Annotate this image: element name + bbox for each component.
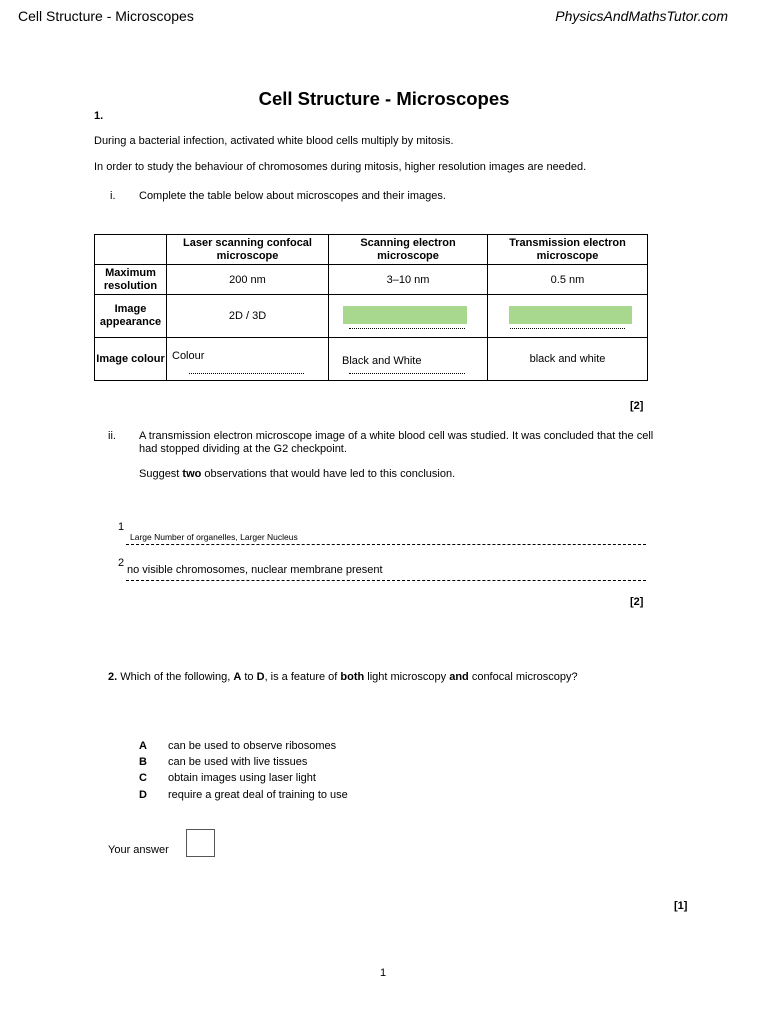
- microscope-table: [94, 234, 648, 381]
- answer-1-number: 1: [118, 521, 125, 533]
- suggest-text: Suggest two observations that would have led to this conclusion.: [139, 468, 456, 480]
- answer-1-line[interactable]: [126, 544, 646, 545]
- option-b-letter: B: [139, 756, 147, 768]
- answer-dotted-line: [349, 328, 465, 329]
- cell-confocal-appearance: 2D / 3D: [167, 295, 329, 338]
- question-2-text: 2. Which of the following, A to D, is a feature of both light microscopy and confocal microscopy?: [108, 671, 578, 683]
- answer-1-text: Large Number of organelles, Larger Nucleus: [130, 532, 298, 542]
- cell-tem-appearance[interactable]: [488, 295, 648, 338]
- table-row: [95, 295, 648, 338]
- part-ii-label: ii.: [108, 430, 116, 442]
- header-left: Cell Structure - Microscopes: [18, 8, 194, 24]
- highlight-box: [509, 306, 632, 324]
- q1-intro-2: In order to study the behaviour of chromosomes during mitosis, higher resolution images are needed.: [94, 161, 587, 173]
- part-ii-marks: [2]: [630, 596, 644, 608]
- option-c-text: obtain images using laser light: [168, 772, 316, 784]
- cell-confocal-colour: Colour: [167, 338, 329, 381]
- part-i-marks: [2]: [630, 400, 644, 412]
- part-i-label: i.: [110, 190, 116, 202]
- highlight-box: [343, 306, 467, 324]
- option-c-letter: C: [139, 772, 147, 784]
- part-ii-text: A transmission electron microscope image of a white blood cell was studied. It was concluded that the cell had stopped dividing at the G2 checkpoint.: [139, 430, 654, 455]
- option-d-text: require a great deal of training to use: [168, 789, 348, 801]
- page-number: 1: [380, 967, 387, 979]
- cell-confocal-resolution: 200 nm: [167, 265, 329, 295]
- option-d-letter: D: [139, 789, 147, 801]
- col-header-tem: Transmission electron microscope: [488, 235, 648, 265]
- row-header-resolution: Maximum resolution: [95, 265, 167, 295]
- question-1-number: 1.: [94, 110, 104, 122]
- answer-2-text: no visible chromosomes, nuclear membrane present: [127, 564, 383, 576]
- q1-intro-1: During a bacterial infection, activated white blood cells multiply by mitosis.: [94, 135, 454, 147]
- table-row: [95, 338, 648, 381]
- answer-dotted-line: [349, 373, 465, 374]
- answer-2-number: 2: [118, 557, 125, 569]
- option-a-text: can be used to observe ribosomes: [168, 740, 337, 752]
- your-answer-label: Your answer: [108, 844, 169, 856]
- col-header-confocal: Laser scanning confocal microscope: [167, 235, 329, 265]
- header-right: PhysicsAndMathsTutor.com: [555, 8, 728, 24]
- row-header-appearance: Image appearance: [95, 295, 167, 338]
- answer-2-line[interactable]: [126, 580, 646, 581]
- cell-sem-colour: Black and White: [329, 338, 488, 381]
- page-title: Cell Structure - Microscopes: [258, 88, 510, 109]
- question-2-marks: [1]: [674, 900, 688, 912]
- cell-tem-resolution: 0.5 nm: [488, 265, 648, 295]
- your-answer-box[interactable]: [186, 829, 215, 857]
- option-b-text: can be used with live tissues: [168, 756, 308, 768]
- part-i-text: Complete the table below about microscopes and their images.: [139, 190, 446, 202]
- table-row: [95, 265, 648, 295]
- answer-dotted-line: [189, 373, 304, 374]
- row-header-colour: Image colour: [95, 338, 167, 381]
- cell-sem-resolution: 3–10 nm: [329, 265, 488, 295]
- cell-tem-colour: black and white: [488, 338, 648, 381]
- answer-dotted-line: [510, 328, 625, 329]
- table-corner: [95, 235, 167, 265]
- option-a-letter: A: [139, 740, 147, 752]
- col-header-sem: Scanning electron microscope: [329, 235, 488, 265]
- cell-sem-appearance[interactable]: [329, 295, 488, 338]
